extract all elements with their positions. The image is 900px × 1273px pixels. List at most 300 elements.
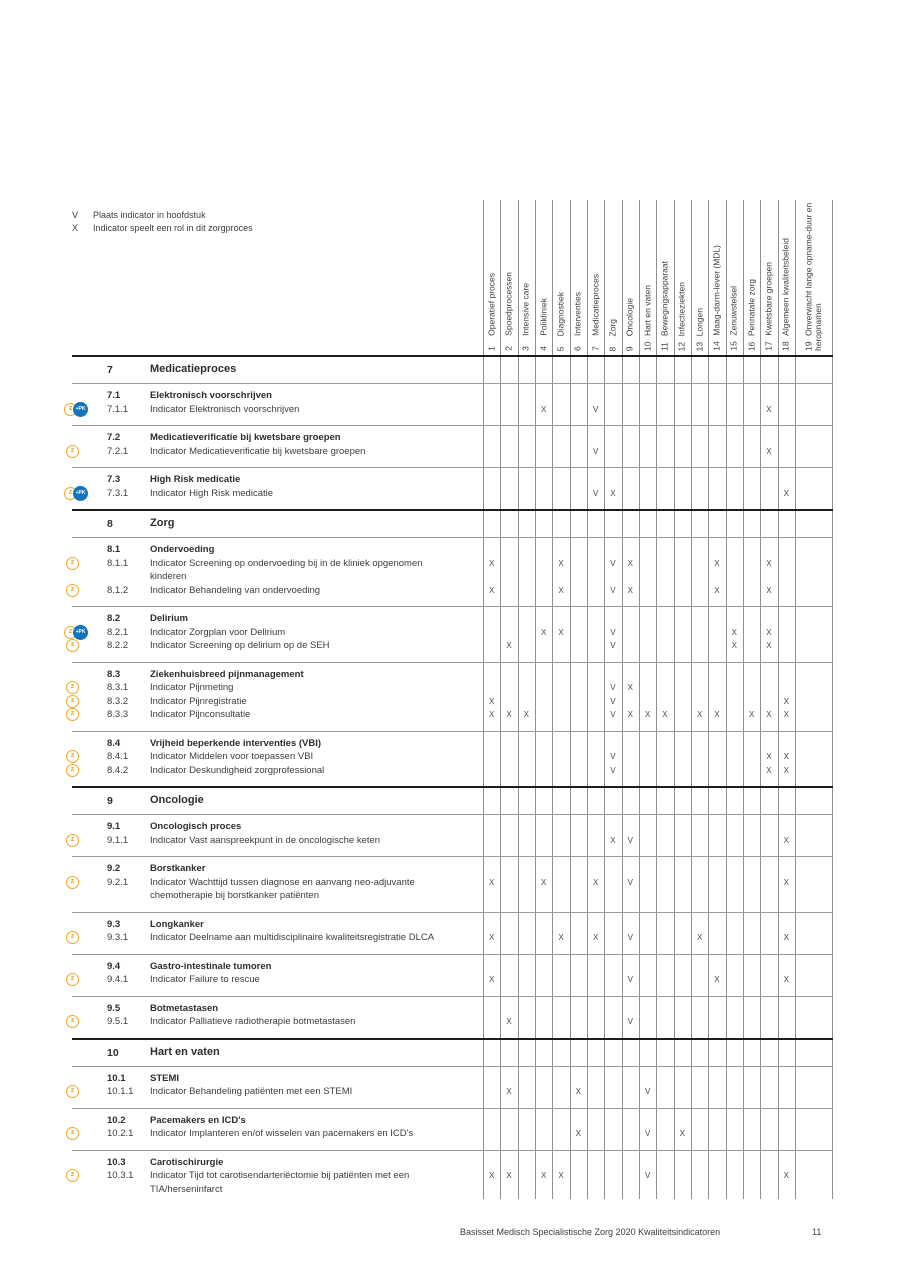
group-title-row (72, 668, 833, 682)
matrix-mark: V (627, 1017, 633, 1026)
group-title-row (72, 473, 833, 487)
indicator-group (72, 954, 833, 996)
indicator-group (72, 1108, 833, 1150)
group-title: Oncologisch proces (150, 821, 242, 832)
column-header (778, 200, 795, 355)
page-number: 11 (812, 1227, 822, 1237)
zorginstituut-icon: z (66, 750, 79, 763)
section-title: Medicatieproces (150, 363, 237, 375)
matrix-mark: V (592, 446, 599, 456)
indicator-number: 9.5.1 (107, 1016, 129, 1027)
indicator-row (68, 403, 833, 417)
matrix-mark: X (540, 627, 547, 637)
zorginstituut-icon: z (66, 695, 79, 708)
indicator-group (68, 606, 833, 662)
column-number: 11 (659, 342, 670, 351)
matrix-mark: X (506, 1171, 512, 1180)
matrix-mark: X (488, 558, 495, 568)
group-number: 8.2 (107, 613, 121, 624)
indicator-group (72, 912, 833, 954)
column-header (552, 200, 569, 355)
zorginstituut-icon: z (66, 1015, 79, 1028)
indicator-row (72, 557, 833, 584)
column-header-label (591, 274, 601, 351)
matrix-mark: X (592, 933, 599, 942)
indicator-group (68, 467, 833, 509)
indicator-source-icon (64, 695, 102, 709)
group-title: Delirium (150, 613, 189, 624)
indicator-number: 7.1.1 (107, 403, 129, 415)
matrix-mark: V (610, 585, 616, 595)
group-number: 9.4 (107, 960, 121, 972)
legend-label: Plaats indicator in hoofdstuk (93, 210, 206, 220)
matrix-mark: X (766, 765, 772, 775)
indicator-group (72, 1066, 833, 1108)
group-title: Gastro-intestinale tumoren (150, 960, 272, 972)
indicator-source-icon (64, 708, 102, 722)
indicator-number: 8.2.2 (107, 640, 129, 651)
matrix-mark: X (488, 585, 495, 595)
column-label-text: Kwetsbare groepen (763, 262, 774, 336)
igj-icon: +PK (73, 486, 88, 501)
indicator-number: 8.4.2 (107, 764, 129, 776)
section-number: 9 (107, 795, 113, 807)
indicator-row (72, 708, 833, 722)
indicator-row (72, 445, 833, 459)
indicator-number: 7.3.1 (107, 487, 129, 499)
indicator-source-icon (64, 487, 102, 501)
zorginstituut-igj-icon: z (64, 626, 77, 639)
column-number: 16 (745, 341, 756, 351)
zorginstituut-icon: z (66, 639, 79, 652)
matrix-mark: X (783, 1171, 789, 1180)
column-header-label (730, 286, 740, 351)
indicator-label: Indicator Wachttijd tussen diagnose en aanvang neo-adjuvante chemotherapie bij borstkanker patiënten (150, 876, 415, 901)
indicator-source-icon (64, 639, 102, 653)
matrix-mark: X (783, 752, 789, 761)
indicator-source-icon (64, 876, 102, 890)
matrix-mark: X (506, 1017, 512, 1026)
group-title-row (72, 960, 833, 974)
matrix-mark: X (488, 710, 495, 719)
matrix-mark: X (558, 558, 564, 568)
matrix-mark: X (766, 752, 772, 761)
group-title: Longkanker (150, 918, 204, 930)
indicator-number: 9.2.1 (107, 876, 129, 888)
indicator-number: 8.3.3 (107, 709, 129, 720)
column-header-label (539, 298, 549, 351)
indicator-row (72, 1169, 833, 1196)
indicator-row (72, 834, 833, 848)
indicator-group (72, 731, 833, 787)
indicator-source-icon (64, 557, 102, 571)
matrix-mark: X (575, 1087, 581, 1096)
column-header (726, 200, 743, 355)
indicator-label: Indicator Elektronisch voorschrijven (150, 403, 300, 415)
indicator-label: Indicator Pijnregistratie (150, 695, 247, 707)
section-number: 7 (107, 364, 113, 376)
matrix-mark: X (714, 585, 720, 595)
group-number: 7.1 (107, 390, 121, 401)
indicator-label: Indicator Screening op ondervoeding bij in de kliniek opgenomen kinderen (150, 557, 423, 582)
indicator-source-icon (64, 445, 102, 459)
column-label-text: Zorg (607, 318, 618, 336)
zorginstituut-icon: z (66, 445, 79, 458)
indicator-number: 10.2.1 (107, 1128, 134, 1139)
matrix-mark: V (627, 933, 633, 942)
group-title-row (72, 389, 833, 403)
group-title: Medicatieverificatie bij kwetsbare groepen (150, 432, 341, 443)
column-header (674, 200, 691, 355)
indicator-group (72, 425, 833, 467)
group-title-row (72, 1114, 833, 1128)
matrix-mark: X (696, 710, 703, 719)
column-number: 1 (485, 346, 496, 351)
section-header-row (72, 786, 833, 814)
matrix-mark: V (610, 710, 616, 719)
group-number: 9.3 (107, 918, 121, 930)
group-title-row (72, 431, 833, 445)
matrix-mark: X (679, 1129, 685, 1138)
matrix-mark: V (610, 641, 616, 650)
matrix-mark: X (540, 877, 547, 887)
group-number: 10.3 (107, 1156, 126, 1168)
matrix-mark: X (558, 933, 564, 942)
matrix-mark: X (714, 558, 720, 568)
indicator-matrix-table (68, 200, 833, 1199)
matrix-mark: X (627, 710, 633, 719)
matrix-mark: X (766, 641, 772, 650)
column-header-label (643, 285, 653, 351)
column-number: 2 (503, 346, 514, 351)
matrix-mark: V (644, 1171, 651, 1180)
zorginstituut-icon: z (66, 1169, 79, 1182)
group-title-row (72, 1072, 833, 1086)
indicator-group (68, 383, 833, 425)
group-title: Vrijheid beperkende interventies (VBI) (150, 737, 322, 749)
indicator-group (72, 662, 833, 731)
column-label-text: Algemeen kwaliteitsbeleid (780, 238, 791, 336)
indicator-row (72, 681, 833, 695)
matrix-mark: X (766, 446, 772, 456)
column-label-text: Intensive care (520, 283, 531, 336)
zorginstituut-igj-icon: z (64, 403, 77, 416)
matrix-mark: X (488, 877, 495, 887)
group-number: 7.2 (107, 432, 121, 443)
indicator-label: Indicator Deelname aan multidisciplinaire kwaliteitsregistratie DLCA (150, 932, 435, 943)
matrix-mark: V (610, 696, 616, 706)
column-header-label (764, 262, 774, 351)
column-label-text: Onverwacht lange opname-duur en heropnamen (803, 202, 823, 351)
column-header (795, 200, 833, 355)
matrix-mark: X (558, 1171, 564, 1180)
group-number: 9.1 (107, 821, 121, 832)
indicator-label: Indicator Deskundigheid zorgprofessional (150, 764, 325, 776)
zorginstituut-icon: z (66, 1085, 79, 1098)
indicator-source-icon (64, 1127, 102, 1141)
matrix-mark: X (783, 488, 789, 498)
column-number: 7 (589, 346, 600, 351)
section-header-row (72, 509, 833, 537)
column-header (483, 200, 500, 355)
matrix-mark: X (748, 710, 755, 719)
section-title: Oncologie (150, 794, 204, 806)
column-header (656, 200, 673, 355)
matrix-mark: X (506, 1087, 512, 1096)
indicator-label: Indicator Screening op delirium op de SEH (150, 640, 330, 651)
indicator-row (72, 876, 833, 903)
indicator-source-icon (64, 764, 102, 778)
matrix-mark: X (766, 585, 772, 595)
group-title: Elektronisch voorschrijven (150, 390, 272, 401)
column-number: 4 (537, 346, 548, 351)
indicator-row (68, 487, 833, 501)
column-header-label (487, 273, 497, 351)
legend-symbol: X (72, 223, 79, 233)
column-label-text: Perinatale zorg (745, 278, 756, 336)
column-label-text: Interventies (572, 292, 583, 336)
indicator-source-icon (64, 1015, 102, 1029)
column-header-label (712, 245, 722, 351)
column-label-text: Longen (693, 307, 704, 336)
column-label-text: Infectieziekten (676, 281, 687, 336)
group-title: STEMI (150, 1072, 180, 1084)
matrix-mark: X (592, 877, 599, 887)
column-number: 14 (711, 341, 722, 351)
indicator-label: Indicator Pijnconsultatie (150, 709, 251, 720)
matrix-mark: X (644, 710, 651, 719)
indicator-number: 9.4.1 (107, 974, 129, 985)
matrix-mark: V (627, 835, 633, 845)
matrix-mark: X (488, 975, 495, 984)
indicator-row (72, 1085, 833, 1099)
column-header-label (782, 238, 792, 351)
group-title-row (72, 737, 833, 751)
indicator-source-icon (64, 584, 102, 598)
column-header (622, 200, 639, 355)
matrix-mark: V (610, 558, 616, 568)
matrix-body (68, 355, 833, 1205)
matrix-mark: V (644, 1129, 651, 1138)
column-header (708, 200, 725, 355)
indicator-row (72, 931, 833, 945)
indicator-label: Indicator Failure to rescue (150, 974, 260, 985)
column-label-text: Spoedprocessen (503, 272, 514, 336)
matrix-mark: X (731, 627, 737, 637)
zorginstituut-icon: z (66, 764, 79, 777)
group-number: 8.3 (107, 668, 121, 680)
group-number: 9.2 (107, 863, 121, 874)
indicator-label: Indicator Vast aanspreekpunt in de oncologische keten (150, 834, 381, 846)
group-number: 7.3 (107, 474, 121, 485)
indicator-label: Indicator Pijnmeting (150, 682, 234, 693)
zorginstituut-icon: z (66, 876, 79, 889)
column-label-text: Operatief proces (485, 273, 496, 336)
matrix-mark: X (488, 696, 495, 706)
column-label-text: Medicatieproces (589, 274, 600, 336)
indicator-number: 8.1.2 (107, 584, 129, 596)
group-number: 9.5 (107, 1002, 121, 1014)
section-header-row (72, 355, 833, 383)
column-header (743, 200, 760, 355)
legend-label: Indicator speelt een rol in dit zorgproces (93, 223, 253, 233)
matrix-mark: X (488, 933, 495, 942)
indicator-source-icon (64, 403, 102, 417)
group-title-row (72, 1156, 833, 1170)
indicator-label: Indicator Behandeling van ondervoeding (150, 584, 321, 596)
matrix-mark: X (627, 558, 633, 568)
igj-icon: +PK (73, 625, 88, 640)
matrix-mark: X (766, 710, 772, 719)
indicator-number: 10.1.1 (107, 1086, 134, 1097)
column-number: 17 (763, 341, 774, 351)
group-title-row (72, 862, 833, 876)
section-header-row (72, 1038, 833, 1066)
column-number: 13 (693, 341, 704, 351)
column-number: 8 (607, 346, 618, 351)
indicator-group (72, 537, 833, 606)
indicator-number: 9.3.1 (107, 932, 129, 943)
footer-title: Basisset Medisch Specialistische Zorg 2020 Kwaliteitsindicatoren (460, 1227, 721, 1237)
matrix-mark: V (610, 752, 616, 761)
group-title-row (72, 543, 833, 557)
matrix-mark: V (627, 975, 633, 984)
matrix-mark: X (558, 585, 564, 595)
column-header (570, 200, 587, 355)
matrix-mark: X (783, 877, 789, 887)
column-header-label (608, 319, 618, 351)
column-header (639, 200, 656, 355)
column-header-label (522, 283, 532, 351)
indicator-number: 8.4.1 (107, 751, 129, 762)
indicator-source-icon (64, 681, 102, 695)
matrix-mark: X (488, 1171, 495, 1180)
matrix-mark: X (558, 627, 564, 637)
indicator-source-icon (64, 1169, 102, 1183)
indicator-row (72, 584, 833, 598)
group-number: 8.4 (107, 737, 121, 749)
group-number: 10.2 (107, 1114, 126, 1126)
column-header-label (804, 201, 823, 351)
matrix-mark: V (610, 683, 616, 692)
column-header (691, 200, 708, 355)
column-header-label (660, 261, 670, 351)
matrix-mark: X (696, 933, 703, 942)
indicator-row (72, 639, 833, 653)
matrix-mark: X (714, 710, 720, 719)
indicator-number: 9.1.1 (107, 834, 129, 846)
matrix-mark: X (783, 835, 789, 845)
matrix-mark: V (627, 877, 633, 887)
indicator-label: Indicator Medicatieverificatie bij kwetsbare groepen (150, 445, 366, 457)
indicator-source-icon (64, 834, 102, 848)
matrix-mark: X (627, 585, 633, 595)
group-title: Ondervoeding (150, 544, 215, 555)
group-title: Ziekenhuisbreed pijnmanagement (150, 668, 304, 680)
group-title: High Risk medicatie (150, 474, 241, 485)
column-label-text: Maag-darm-lever (MDL) (711, 245, 722, 336)
matrix-mark: V (592, 488, 599, 498)
group-title: Pacemakers en ICD's (150, 1114, 246, 1126)
indicator-row (72, 973, 833, 987)
column-header (760, 200, 777, 355)
indicator-row (72, 764, 833, 778)
legend-symbol: V (72, 210, 79, 220)
indicator-row (72, 750, 833, 764)
column-label-text: Polikliniek (537, 298, 548, 336)
zorginstituut-icon: z (66, 1127, 79, 1140)
indicator-number: 8.3.2 (107, 695, 129, 707)
indicator-label: Indicator Behandeling patiënten met een STEMI (150, 1086, 353, 1097)
section-number: 8 (107, 518, 113, 530)
column-number: 18 (780, 341, 791, 351)
matrix-mark: X (610, 835, 616, 845)
matrix-mark: V (644, 1087, 651, 1096)
zorginstituut-icon: z (66, 931, 79, 944)
indicator-number: 10.3.1 (107, 1170, 134, 1181)
column-number: 15 (728, 341, 739, 351)
section-title: Hart en vaten (150, 1045, 220, 1058)
matrix-mark: X (506, 641, 512, 650)
indicator-source-icon (64, 973, 102, 987)
column-number: 10 (641, 341, 652, 351)
group-title-row (72, 918, 833, 932)
indicator-row (72, 1015, 833, 1029)
indicator-source-icon (64, 1085, 102, 1099)
matrix-mark: X (766, 627, 772, 637)
column-header-label (747, 279, 757, 351)
indicator-number: 8.1.1 (107, 557, 129, 569)
zorginstituut-icon: z (66, 834, 79, 847)
matrix-mark: V (610, 627, 616, 637)
igj-icon: +PK (73, 402, 88, 417)
matrix-mark: X (783, 975, 789, 984)
section-title: Zorg (150, 517, 175, 529)
matrix-mark: X (783, 933, 789, 942)
indicator-group (72, 856, 833, 912)
zorginstituut-igj-icon: z (64, 487, 77, 500)
indicator-label: Indicator Palliatieve radiotherapie botmetastasen (150, 1016, 356, 1027)
matrix-mark: X (523, 710, 529, 719)
indicator-row (72, 695, 833, 709)
column-header (500, 200, 517, 355)
matrix-mark: X (662, 710, 668, 719)
group-title: Carotischirurgie (150, 1156, 224, 1168)
column-label-text: Oncologie (624, 297, 635, 336)
indicator-label: Indicator Zorgplan voor Delirium (150, 626, 286, 638)
zorginstituut-icon: z (66, 584, 79, 597)
column-header-label (626, 298, 636, 351)
matrix-mark: X (766, 558, 772, 568)
matrix-mark: X (610, 488, 616, 498)
group-title: Borstkanker (150, 863, 206, 874)
column-number: 12 (676, 341, 687, 351)
indicator-label: Indicator Implanteren en/of wisselen van pacemakers en ICD's (150, 1128, 414, 1139)
indicator-label: Indicator High Risk medicatie (150, 487, 274, 499)
indicator-source-icon (64, 626, 102, 640)
column-number: 6 (572, 346, 583, 351)
indicator-group (72, 996, 833, 1038)
indicator-number: 7.2.1 (107, 445, 129, 457)
indicator-source-icon (64, 750, 102, 764)
matrix-mark: X (731, 641, 737, 650)
column-label-text: Zenuwstelsel (728, 286, 739, 336)
indicator-group (72, 1150, 833, 1206)
column-header (535, 200, 552, 355)
matrix-mark: X (575, 1129, 581, 1138)
group-number: 8.1 (107, 544, 121, 555)
zorginstituut-icon: z (66, 973, 79, 986)
